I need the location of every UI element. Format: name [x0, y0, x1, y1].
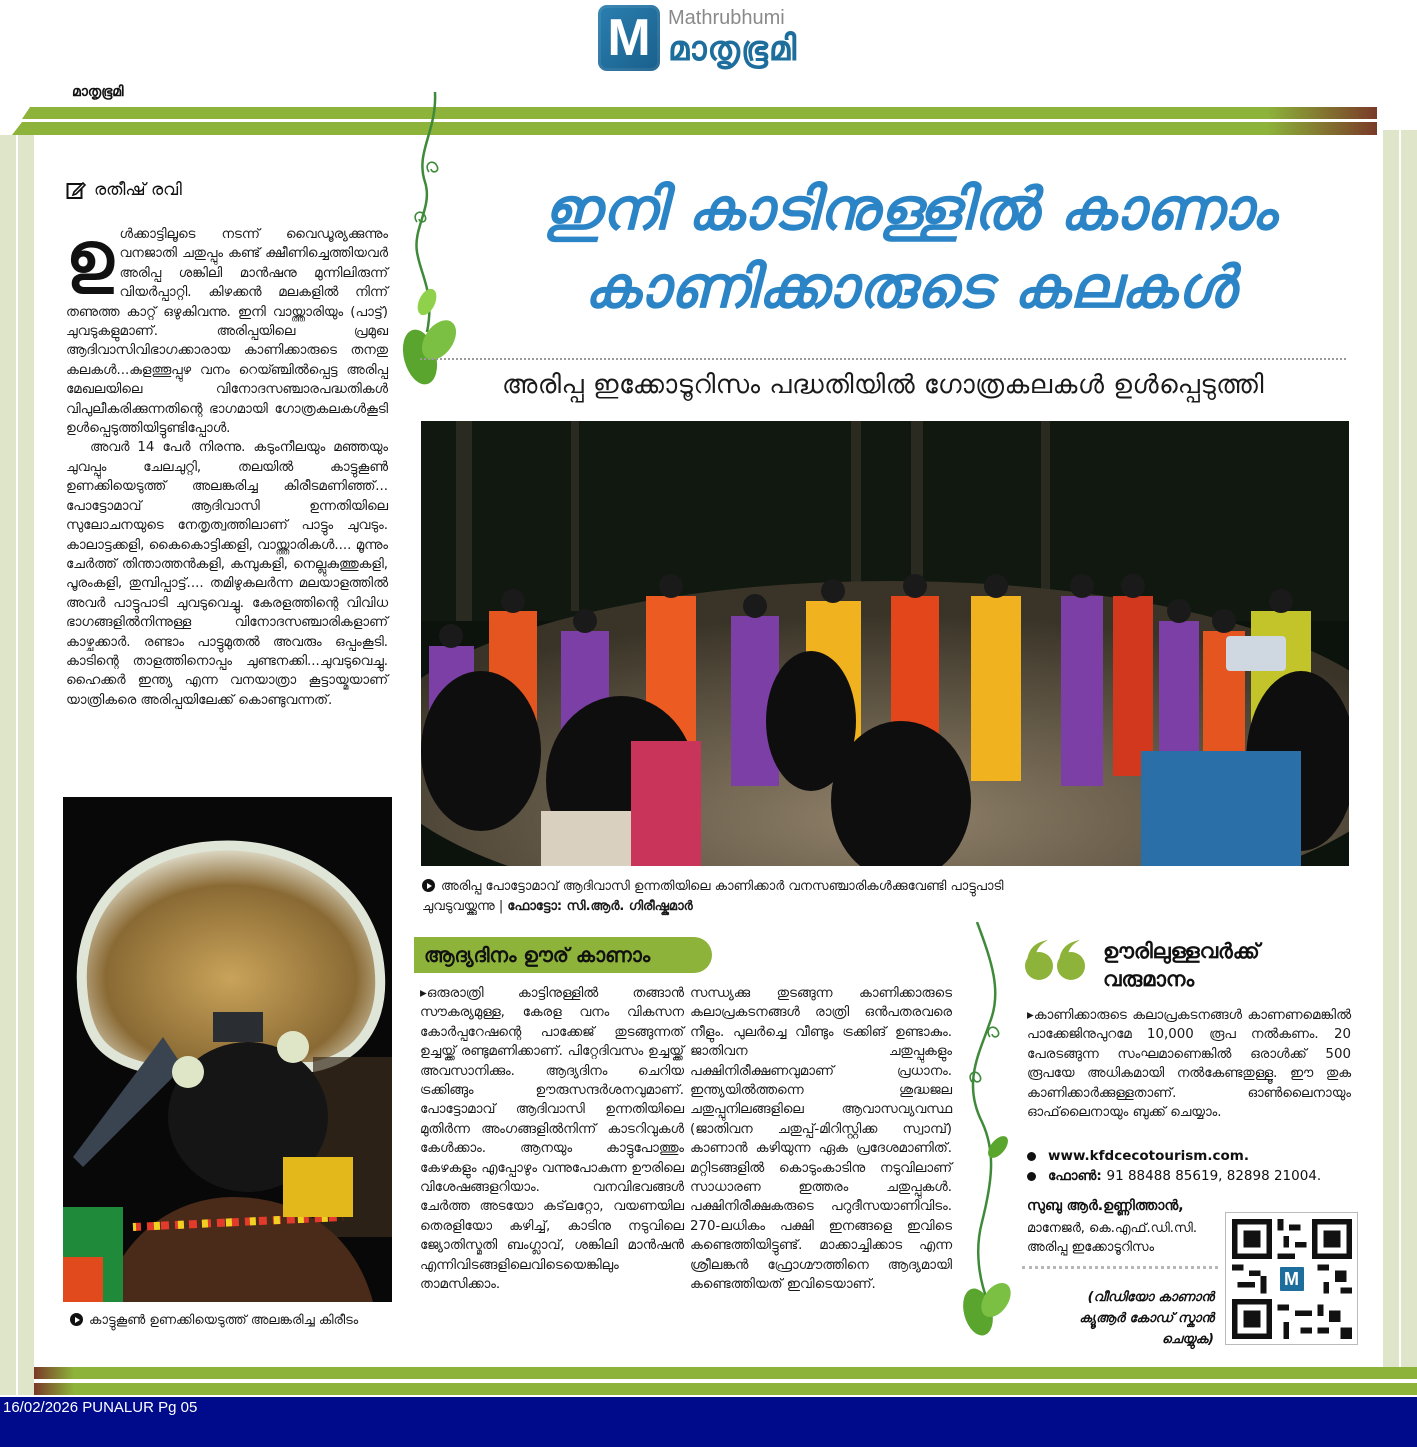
- dropcap: ഉ: [66, 217, 114, 295]
- contact-role: മാനേജർ, കെ.എഫ്.ഡി.സി.: [1027, 1221, 1197, 1236]
- dotted-divider: [1022, 1266, 1218, 1269]
- headline-line-1: ഇനി കാടിനുള്ളിൽ കാണാം: [543, 175, 1277, 243]
- frame-top-bar: [12, 122, 1377, 135]
- website-link[interactable]: www.kfdcecotourism.com.: [1048, 1148, 1249, 1164]
- contact-bullets: [1027, 1146, 1321, 1186]
- contact-person: [1027, 1197, 1197, 1257]
- frame-bottom-bar: [34, 1367, 1417, 1379]
- main-caption-text: അരിപ്പ പോട്ടോമാവ് ആദിവാസി ഉന്നതിയിലെ കാണിക്കാർ വനസഞ്ചാരികൾക്കുവേണ്ടി പാട്ടുപാടി ചുവടുവയ്ക്കുന്നു |: [422, 879, 1004, 914]
- frame-left-strip: [0, 135, 16, 1395]
- contact-org: അരിപ്പ ഇക്കോടൂറിസം: [1027, 1240, 1155, 1255]
- play-bullet-icon: [422, 879, 435, 892]
- byline: [66, 180, 182, 200]
- qr-code[interactable]: [1225, 1212, 1358, 1345]
- vine-decoration-icon: [395, 92, 465, 392]
- frame-top-bar: [22, 107, 1377, 119]
- frame-right-strip: [1401, 130, 1417, 1370]
- sidebar-title: [1103, 937, 1260, 993]
- bullet-icon: [1027, 1172, 1036, 1181]
- vine-decoration-icon: [952, 922, 1022, 1342]
- sidebar-text: ▸കാണിക്കാരുടെ കലാപ്രകടനങ്ങൾ കാണണമെങ്കിൽ പാക്കേജിനുപുറമേ 10,000 രൂപ നൽകണം. 20 പേരടങ്ങുന്ന സംഘമാണെങ്കിൽ ഒരാൾക്ക് 500 രൂപയേ അധികമായി നൽകേണ്ടതുള്ളൂ. ഈ തുക കാണിക്കാർക്കുള്ളതാണ്. ഓൺലൈനായും ഓഫ്‌ലൈനായും ബുക്ക് ചെയ്യാം.: [1027, 1008, 1351, 1121]
- frame-left-strip: [18, 135, 34, 1395]
- sidebar-title-line-1: ഊരിലുള്ളവർക്ക്: [1103, 939, 1260, 963]
- lead-paragraph-1: ൾക്കാട്ടിലൂടെ നടന്ന് വൈഡൂര്യക്കുന്നും വനജാതി ചതുപ്പും കണ്ട് ക്ഷീണിച്ചെത്തിയവർ അരിപ്പ ശങ്കിലി മാൻഷനു മുന്നിലിരുന്ന് വിയർപ്പാറ്റി. കിഴക്കൻ മലകളിൽ നിന്ന് തണുത്ത കാറ്റ് ഒഴുകിവന്നു. ഇനി വായ്ത്താരിയും (പാട്ട്) ചുവടുകളുമാണ്. അരിപ്പയിലെ പ്രമുഖ ആദിവാസിവിഭാഗക്കാരായ കാണിക്കാരുടെ തനതു കലകൾ...കുളത്തൂപ്പുഴ വനം റെയ്ഞ്ചിൽപ്പെട്ട അരിപ്പ മേഖലയിലെ വിനോദസഞ്ചാരപദ്ധതികൾ വിപുലീകരിക്കുന്നതിന്റെ ഭാഗമായി ഗോത്രകലകൾകൂടി ഉൾപ്പെടുത്തിയിട്ടുണ്ടിപ്പോൾ.: [66, 227, 388, 437]
- masthead: [598, 4, 878, 72]
- lead-article: [66, 217, 388, 710]
- headline-divider: [420, 358, 1346, 360]
- mathrubhumi-badge-icon: M: [1278, 1265, 1306, 1293]
- section-column-1: ▸ഒരുരാത്രി കാട്ടിനുള്ളിൽ തങ്ങാൻ സൗകര്യമുള്ള, കേരള വനം വികസന കോർപ്പറേഷന്റെ പാക്കേജ് തുടങ്ങുന്നത് ഉച്ചയ്ക്ക് രണ്ടുമണിക്കാണ്. പിറ്റേദിവസം ഉച്ചയ്ക്ക് അവസാനിക്കും. ആദ്യദിനം ചെറിയ ട്രക്കിങ്ങും ഊരുസന്ദർശനവുമാണ്. പോട്ടോമാവ് ആദിവാസി ഉന്നതിയിലെ മുതിർന്ന അംഗങ്ങളിൽനിന്ന് കാടറിവുകൾ കേൾക്കാം. ആനയും കാട്ടുപോത്തും കേഴകളും എപ്പോഴും വന്നുപോകുന്ന ഊരിലെ വിശേഷങ്ങളറിയാം. വനവിഭവങ്ങൾ ചേർത്ത അടയോ കട്‌ലറ്റോ, വയണയില തെരളിയോ കഴിച്ച്, കാടിനു നടുവിലെ ജ്യോതിസ്മതി ബംഗ്ലാവ്, ശങ്കിലി മാൻഷൻ എന്നിവിടങ്ങളിലെവിടെയെങ്കിലും താമസിക്കാം.: [420, 986, 684, 1293]
- bullet-icon: [1027, 1152, 1036, 1161]
- frame-bottom-bar: [34, 1383, 1417, 1395]
- website-item: [1027, 1146, 1321, 1166]
- headline-line-2: കാണിക്കാരുടെ കലകൾ: [584, 253, 1236, 321]
- page-label: മാതൃഭൂമി: [72, 84, 124, 100]
- qr-note-line-3: ചെയ്യുക): [1161, 1332, 1214, 1347]
- phone-item: [1027, 1166, 1321, 1186]
- edit-icon: [66, 180, 86, 200]
- headdress-photo: [63, 797, 392, 1302]
- main-photo: [421, 421, 1349, 866]
- headdress-photo-illustration: [63, 797, 392, 1302]
- phone-numbers: 91 88488 85619, 82898 21004.: [1106, 1168, 1322, 1184]
- quote-icon: [1024, 938, 1088, 982]
- sidebar-title-line-2: വരുമാനം: [1103, 967, 1195, 991]
- photo-credit: ഫോട്ടോ: സി.ആർ. ഗിരീഷ്കുമാർ: [507, 899, 693, 914]
- mathrubhumi-logo-icon: M: [598, 5, 660, 71]
- headline: [460, 170, 1360, 326]
- frame-right-strip: [1383, 130, 1399, 1370]
- dance-photo-illustration: [421, 421, 1349, 866]
- play-bullet-icon: [70, 1313, 83, 1326]
- contact-name: സുബു ആർ.ഉണ്ണിത്താൻ,: [1027, 1198, 1184, 1214]
- phone-label: ഫോൺ:: [1048, 1168, 1102, 1184]
- subheadline: അരിപ്പ ഇക്കോടൂറിസം പദ്ധതിയിൽ ഗോത്രകലകൾ ഉൾപ്പെടുത്തി: [501, 370, 1265, 400]
- qr-instruction: [1030, 1287, 1214, 1350]
- masthead-english-name: Mathrubhumi: [668, 7, 785, 29]
- footer-edition-info: 16/02/2026 PUNALUR Pg 05: [3, 1399, 198, 1416]
- headdress-photo-caption: [70, 1311, 400, 1331]
- lead-paragraph-2: അവർ 14 പേർ നിരന്നു. കടുംനീലയും മഞ്ഞയും ചുവപ്പും ചേലചുറ്റി, തലയിൽ കാട്ടുകൂൺ ഉണക്കിയെടുത്ത് അലങ്കരിച്ച കിരീടമണിഞ്ഞ്... പോട്ടോമാവ് ആദിവാസി ഉന്നതിയിലെ സുലോചനയുടെ നേതൃത്വത്തിലാണ് പാട്ടും ചുവടും. കാലാട്ടക്കളി, കൈകൊട്ടിക്കളി, വായ്ത്താരികൾ.... മൂന്നും ചേർത്ത് തിന്താത്തൻകളി, കമ്പുകളി, നെല്ലുകുത്തുകളി, പൂരംകളി, തുമ്പിപ്പാട്ട്.... തമിഴുകലർന്ന മലയാളത്തിൽ അവർ പാട്ടുപാടി ചുവടുവെച്ചു. കേരളത്തിന്റെ വിവിധ ഭാഗങ്ങളിൽനിന്നുള്ള വിനോദസഞ്ചാരികളാണ് കാഴ്ചക്കാർ. രണ്ടാം പാട്ടുമുതൽ അവരും ഒപ്പംകൂടി. കാടിന്റെ താളത്തിനൊപ്പം ചുണ്ടനക്കി...ചുവടുവെച്ചു. ഹൈക്കർ ഇന്ത്യ എന്ന വനയാത്രാ കൂട്ടായ്മയാണ് യാത്രികരെ അരിപ്പയിലേക്ക് കൊണ്ടുവന്നത്.: [66, 440, 388, 708]
- author-name: രതീഷ് രവി: [94, 180, 182, 200]
- qr-note-line-1: (വീഡിയോ കാണാൻ: [1087, 1290, 1214, 1305]
- section-column-2: സന്ധ്യക്കു തുടങ്ങുന്ന കാണിക്കാരുടെ കലാപ്രകടനങ്ങൾ രാത്രി ഒൻപതരവരെ നീളും. പുലർച്ചെ വീണ്ടും ട്രക്കിങ് ഉണ്ടാകും. ജാതിവന ചതുപ്പുകളും പക്ഷിനിരീക്ഷണവുമാണ് പ്രധാനം. ഇന്ത്യയിൽത്തന്നെ ശുദ്ധജല ചതുപ്പുനിലങ്ങളിലെ ആവാസവ്യവസ്ഥ (ജാതിവന ചതുപ്പ്-മിറിസ്റ്റിക്ക സ്വാമ്പ്) കാണാൻ കഴിയുന്ന ഏക പ്രദേശമാണിത്. മറ്റിടങ്ങളിൽ കൊടുംകാടിനു നടുവിലാണ് സാധാരണ ഇത്തരം ചതുപ്പുകൾ. പക്ഷിനിരീക്ഷകരുടെ പറുദീസയാണിവിടം. 270-ലധികം പക്ഷി ഇനങ്ങളെ ഇവിടെ കണ്ടെത്തിയിട്ടുണ്ട്. മാക്കാച്ചിക്കാട എന്ന ശ്രീലങ്കൻ ഫ്രോഗ്മൗത്തിനെ ആദ്യമായി കണ്ടെത്തിയത് ഇവിടെയാണ്.: [690, 986, 952, 1293]
- masthead-malayalam-name: മാതൃഭൂമി: [668, 29, 798, 69]
- side-caption-text: കാട്ടുകൂൺ ഉണക്കിയെടുത്ത് അലങ്കരിച്ച കിരീടം: [89, 1313, 359, 1328]
- main-photo-caption: [422, 877, 1062, 917]
- section-header: ആദ്യദിനം ഊര് കാണാം: [414, 937, 712, 973]
- footer-bar: [0, 1397, 1417, 1447]
- qr-note-line-2: ക്യൂആർ കോഡ് സ്കാൻ: [1079, 1311, 1214, 1326]
